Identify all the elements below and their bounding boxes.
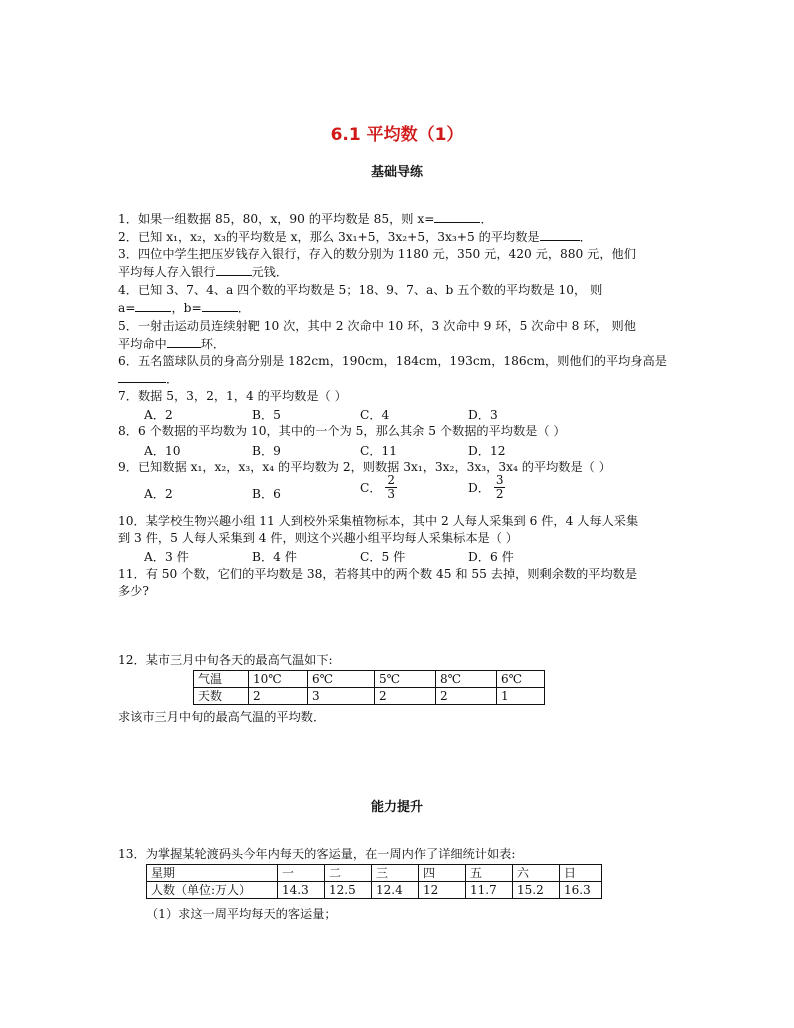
question-2 — [118, 228, 592, 245]
question-5-text: 平均命中 — [118, 337, 167, 351]
denominator: 3 — [387, 487, 396, 501]
option-c-label: C． — [360, 481, 382, 495]
answer-blank-a[interactable] — [135, 299, 171, 312]
table-cell: 12.4 — [372, 882, 419, 899]
question-4-end: ． — [237, 301, 250, 315]
question-2-end: ． — [579, 230, 592, 244]
table-cell: 2 — [375, 688, 436, 705]
table-row — [147, 865, 602, 882]
table-cell: 6℃ — [497, 671, 545, 688]
option-d[interactable] — [468, 474, 505, 501]
table-cell: 12.5 — [325, 882, 372, 899]
table-cell: 10℃ — [249, 671, 308, 688]
question-6-end: ． — [166, 372, 179, 386]
table-cell: 三 — [372, 865, 419, 882]
answer-blank[interactable] — [167, 335, 201, 348]
ferry-traffic-table — [146, 864, 602, 899]
question-4-a-label: a= — [118, 301, 136, 315]
temperature-table — [193, 670, 545, 705]
option-c[interactable]: C．11 — [360, 444, 398, 458]
option-a[interactable]: A．3 件 — [144, 550, 189, 564]
option-c[interactable] — [360, 474, 397, 501]
table-cell: 日 — [560, 865, 602, 882]
option-d-label: D． — [468, 481, 490, 495]
table-cell: 2 — [249, 688, 308, 705]
numerator: 2 — [387, 473, 396, 487]
table-cell: 3 — [308, 688, 375, 705]
table-cell: 5℃ — [375, 671, 436, 688]
question-10-line-2: 到 3 件，5 人每人采集到 4 件，则这个兴趣小组平均每人采集标本是（ ） — [118, 531, 518, 545]
table-cell: 二 — [325, 865, 372, 882]
table-cell: 一 — [278, 865, 325, 882]
question-8: 8．6 个数据的平均数为 10，其中的一个为 5，那么其余 5 个数据的平均数是（ ） — [118, 424, 566, 438]
question-4-line-1: 4．已知 3、7、4、a 四个数的平均数是 5；18、9、7、a、b 五个数的平均数是 10， 则 — [118, 283, 603, 297]
question-5-line-1: 5．一射击运动员连续射靶 10 次，其中 2 次命中 10 环，3 次命中 9 环，5 次命中 8 环， 则他 — [118, 319, 636, 333]
table-cell: 五 — [466, 865, 513, 882]
question-6-line-2 — [118, 370, 178, 387]
table-cell: 15.2 — [513, 882, 560, 899]
option-c[interactable]: C．4 — [360, 408, 390, 422]
table-cell: 天数 — [194, 688, 249, 705]
question-2-text: 2．已知 x₁，x₂，x₃的平均数是 x，那么 3x₁+5，3x₂+5，3x₃+5 的平均数是 — [118, 230, 540, 244]
option-a[interactable]: A．2 — [144, 487, 173, 501]
question-1 — [118, 210, 493, 227]
option-b[interactable]: B．4 件 — [252, 550, 297, 564]
table-cell: 8℃ — [436, 671, 497, 688]
table-cell: 六 — [513, 865, 560, 882]
option-d[interactable]: D．3 — [468, 408, 498, 422]
question-5-line-2 — [118, 335, 225, 352]
question-3-line-1: 3．四位中学生把压岁钱存入银行，存入的数分别为 1180 元，350 元，420 元，880 元，他们 — [118, 247, 636, 261]
answer-blank[interactable] — [540, 228, 580, 241]
question-3-line-2 — [118, 263, 288, 280]
option-c[interactable]: C．5 件 — [360, 550, 406, 564]
table-cell: 6℃ — [308, 671, 375, 688]
answer-blank[interactable] — [434, 210, 480, 223]
section-heading-basic: 基础导练 — [370, 165, 423, 180]
question-13-sub-1: （1）求这一周平均每天的客运量； — [146, 907, 337, 921]
question-4-b-label: ，b= — [171, 301, 202, 315]
denominator: 2 — [495, 487, 504, 501]
question-6-line-1: 6．五名篮球队员的身高分别是 182cm，190cm，184cm，193cm，186cm，则他们的平均身高是 — [118, 354, 667, 368]
page-title: 6.1 平均数（1） — [330, 125, 464, 145]
option-a[interactable]: A．2 — [144, 408, 173, 422]
question-3-end: 元钱． — [251, 265, 289, 279]
option-b[interactable]: B．5 — [252, 408, 281, 422]
table-cell: 人数（单位:万人） — [147, 882, 278, 899]
table-row — [194, 671, 545, 688]
option-a[interactable]: A．10 — [144, 444, 181, 458]
question-12-ask: 求该市三月中旬的最高气温的平均数． — [118, 710, 326, 724]
fraction — [494, 474, 506, 501]
table-cell: 12 — [419, 882, 466, 899]
table-cell: 11.7 — [466, 882, 513, 899]
question-4-line-2 — [118, 299, 250, 316]
numerator: 3 — [495, 473, 504, 487]
section-heading-advanced: 能力提升 — [370, 800, 423, 815]
answer-blank-b[interactable] — [202, 299, 238, 312]
option-d[interactable]: D．12 — [468, 444, 506, 458]
question-13: 13．为掌握某轮渡码头今年内每天的客运量，在一周内作了详细统计如表: — [118, 847, 516, 861]
option-d[interactable]: D．6 件 — [468, 550, 514, 564]
table-cell: 1 — [497, 688, 545, 705]
question-9: 9．已知数据 x₁，x₂，x₃，x₄ 的平均数为 2，则数据 3x₁，3x₂，3x₃，3x₄ 的平均数是（ ） — [118, 460, 611, 474]
question-7: 7．数据 5，3，2，1，4 的平均数是（ ） — [118, 389, 347, 403]
question-11-line-2: 多少? — [118, 584, 149, 598]
table-cell: 16.3 — [560, 882, 602, 899]
question-1-end: ． — [480, 212, 493, 226]
option-b[interactable]: B．6 — [252, 487, 281, 501]
answer-blank[interactable] — [118, 370, 166, 383]
answer-blank[interactable] — [216, 263, 252, 276]
table-cell: 14.3 — [278, 882, 325, 899]
question-5-end: 环． — [200, 337, 226, 351]
table-cell: 星期 — [147, 865, 278, 882]
table-row — [147, 882, 602, 899]
table-row — [194, 688, 545, 705]
question-3-text: 平均每人存入银行 — [118, 265, 216, 279]
fraction — [385, 474, 397, 501]
table-cell: 四 — [419, 865, 466, 882]
question-12: 12．某市三月中旬各天的最高气温如下: — [118, 653, 333, 667]
option-b[interactable]: B．9 — [252, 444, 281, 458]
question-11-line-1: 11．有 50 个数，它们的平均数是 38，若将其中的两个数 45 和 55 去掉，则剩余数的平均数是 — [118, 567, 638, 581]
question-10-line-1: 10．某学校生物兴趣小组 11 人到校外采集植物标本，其中 2 人每人采集到 6 件，4 人每人采集 — [118, 514, 639, 528]
table-cell: 气温 — [194, 671, 249, 688]
question-1-text: 1．如果一组数据 85，80，x，90 的平均数是 85，则 x= — [118, 212, 435, 226]
table-cell: 2 — [436, 688, 497, 705]
